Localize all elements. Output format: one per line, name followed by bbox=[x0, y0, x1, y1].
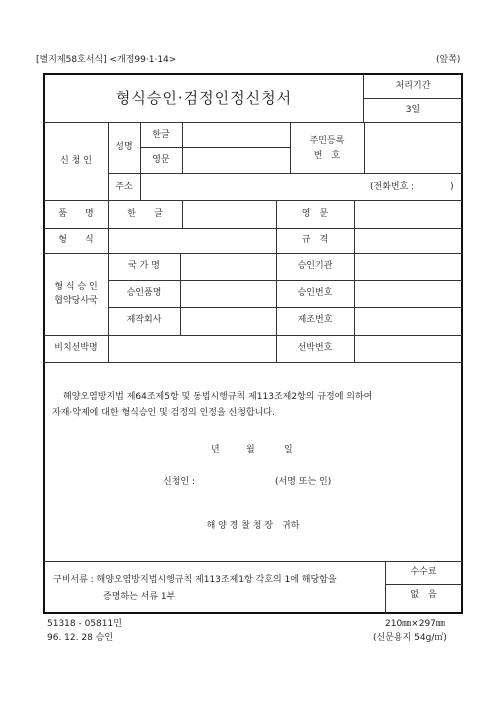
model-label: 형 식 bbox=[58, 235, 94, 245]
approval-date: 96. 12. 28 승인 bbox=[47, 633, 114, 643]
declaration-line-2: 자재·약제에 대한 형식승인 및 검정의 인정을 신청합니다. bbox=[52, 408, 275, 418]
resident-number-label-2: 번 호 bbox=[313, 151, 341, 161]
serial-number-label: 제조번호 bbox=[297, 315, 333, 325]
name-english-label: 영문 bbox=[152, 155, 170, 165]
phone-label: (전화번호 : ) bbox=[370, 182, 454, 192]
approval-group-label: 형 식 승 인 bbox=[54, 282, 98, 292]
recipient-line: 해 양 경 찰 청 장 귀하 bbox=[206, 521, 300, 531]
address-label: 주소 bbox=[115, 182, 133, 192]
required-docs-line-2: 증명하는 서류 1부 bbox=[103, 592, 176, 602]
processing-period-value: 3일 bbox=[405, 105, 421, 115]
item-korean-label: 한 글 bbox=[127, 209, 163, 219]
fee-value: 없 음 bbox=[410, 590, 437, 600]
page-side-label: (앞쪽) bbox=[436, 55, 461, 65]
declaration-line-1: 해양오염방지법 제64조제5항 및 동법시행규칙 제113조제2항의 규정에 의하여 bbox=[63, 392, 373, 402]
signature-note: (서명 또는 인) bbox=[275, 477, 332, 487]
approval-agency-label: 승인기관 bbox=[297, 261, 333, 271]
name-korean-label: 한글 bbox=[152, 130, 170, 140]
form-number: [별지제58호서식] <개정99·1·14> bbox=[36, 55, 177, 65]
applicant-signature-label: 신청인 : bbox=[163, 477, 195, 487]
spec-label: 규 격 bbox=[301, 235, 329, 245]
paper-spec: (신문용지 54g/㎡) bbox=[373, 633, 447, 643]
vessel-number-label: 선박번호 bbox=[297, 343, 333, 353]
approved-product-label: 승인품명 bbox=[126, 288, 162, 298]
resident-number-label: 주민등록 bbox=[309, 136, 345, 146]
form-title: 형식승인·검정인정신청서 bbox=[115, 89, 293, 107]
required-docs-line-1: 구비서류 : 해양오염방지법시행규칙 제113조제1항 각호의 1에 해당함을 bbox=[53, 575, 337, 585]
fee-label: 수수료 bbox=[410, 567, 437, 577]
date-month-label: 월 bbox=[246, 445, 255, 455]
item-name-label: 품 명 bbox=[58, 209, 94, 219]
date-year-label: 년 bbox=[211, 445, 220, 455]
date-day-label: 일 bbox=[284, 445, 293, 455]
name-label: 성명 bbox=[115, 142, 133, 152]
applicant-label: 신 청 인 bbox=[60, 156, 92, 166]
manufacturer-label: 제작회사 bbox=[126, 315, 162, 325]
vessel-name-label: 비치선박명 bbox=[54, 343, 98, 353]
paper-size: 210㎜×297㎜ bbox=[385, 619, 445, 629]
approval-number-label: 승인번호 bbox=[297, 288, 333, 298]
form-code: 51318 - 05811민 bbox=[47, 619, 122, 629]
approval-group-label-2: 협약당사국 bbox=[54, 296, 98, 306]
processing-period-label: 처리기간 bbox=[395, 81, 431, 91]
country-label: 국 가 명 bbox=[128, 261, 160, 271]
item-english-label: 영 문 bbox=[301, 209, 329, 219]
